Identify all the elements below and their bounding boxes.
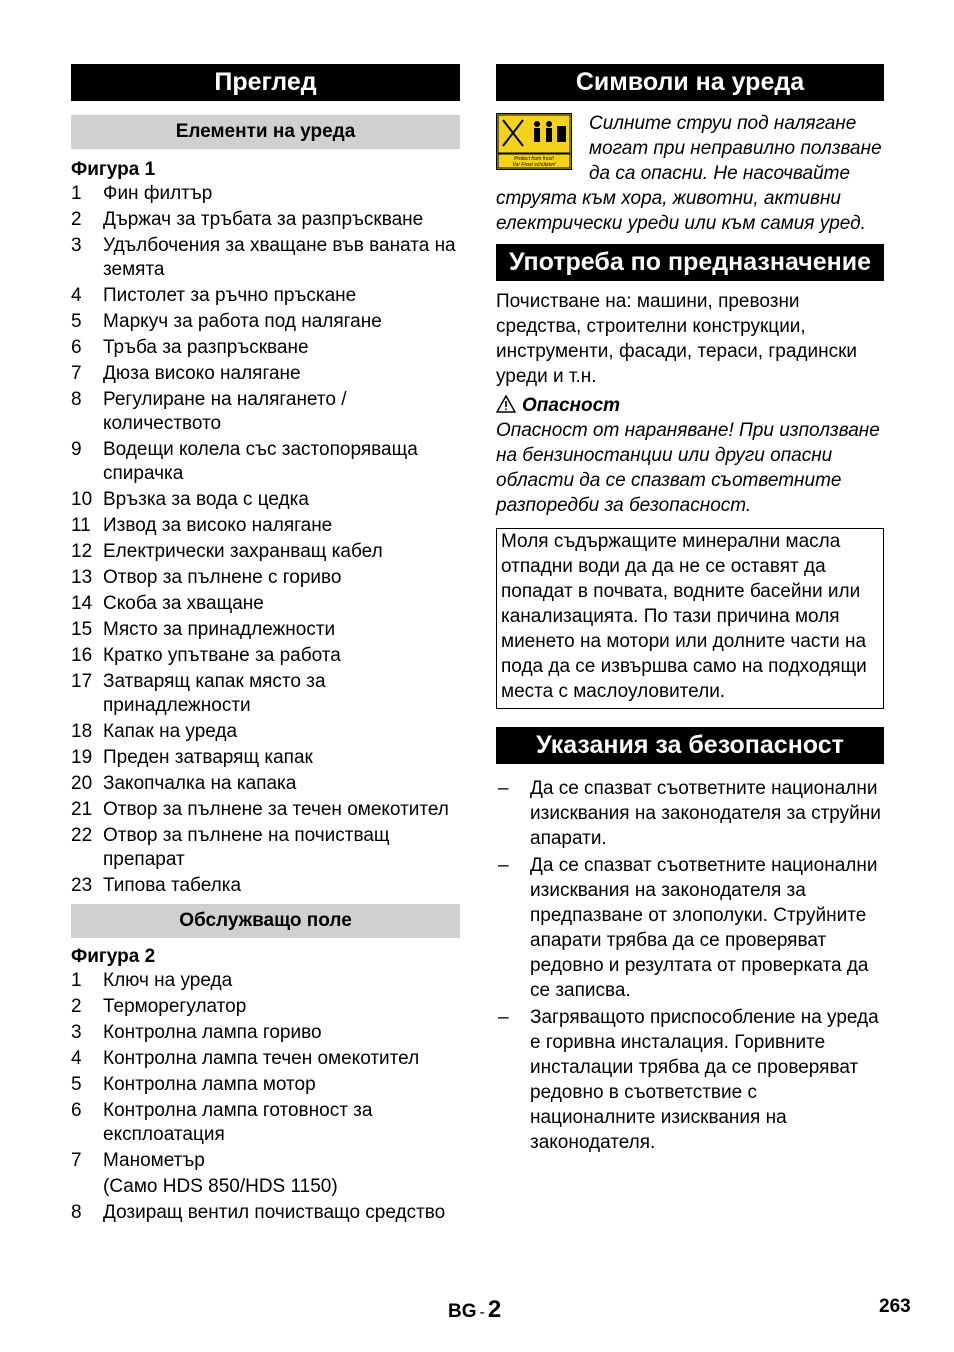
element-item [71, 438, 460, 486]
element-item [71, 234, 460, 282]
footer-local-page: 2 [487, 1296, 502, 1323]
control-item-text: Контролна лампа гориво [103, 1022, 322, 1043]
element-item [71, 208, 460, 232]
element-item-text: Удълбочения за хващане във ваната на земята [103, 235, 456, 280]
symbol-warning-text: Силните струи под налягане могат при неправилно ползване да са опасни. Не насочвайте струята към хора, животни, активни електрически уреди или към самия уред. [496, 113, 882, 234]
element-item [71, 592, 460, 616]
safety-item [496, 776, 884, 851]
danger-text: Опасност от нараняване! При използване на бензиностанции или други опасни области да се спазват съответните разпоредби за безопасност. [496, 420, 880, 516]
element-item-text: Типова табелка [103, 875, 242, 896]
element-item-text: Водещи колела със застопоряваща спирачка [103, 439, 418, 484]
element-item-number: 7 [71, 363, 82, 384]
control-item-text: Контролна лампа готовност за експлоатация [103, 1100, 373, 1145]
control-item-text: Терморегулатор [103, 996, 247, 1017]
element-item-number: 23 [71, 875, 93, 896]
safety-item-text: Да се спазват съответните национални изисквания на законодателя за струйни апарати. [530, 778, 881, 849]
safety-item-text: Да се спазват съответните национални изисквания на законодателя за предпазване от злополуки. Струйните апарати трябва да се проверяват редовно и резултата от проверката да се записва. [530, 855, 878, 1001]
safety-heading: Указания за безопасност [496, 727, 884, 764]
element-item-text: Електрически захранващ кабел [103, 541, 383, 562]
device-elements-list [71, 182, 460, 898]
control-item [71, 1047, 460, 1071]
element-item [71, 336, 460, 360]
control-item-number: 4 [71, 1048, 82, 1069]
control-item-number [71, 1175, 103, 1199]
element-item-number: 9 [71, 439, 82, 460]
figure-1-label: Фигура 1 [71, 159, 156, 180]
page-number: 263 [879, 1296, 911, 1317]
element-item-number: 1 [71, 183, 82, 204]
element-item [71, 362, 460, 386]
control-item [71, 1175, 460, 1199]
control-item [71, 1073, 460, 1097]
footer-language-code [448, 1296, 501, 1324]
figure-2-label: Фигура 2 [71, 946, 156, 967]
control-item [71, 969, 460, 993]
element-item-number: 18 [71, 721, 93, 742]
intended-use-heading: Употреба по предназначение [496, 244, 884, 281]
element-item [71, 488, 460, 512]
control-item [71, 1201, 460, 1225]
element-item-number: 12 [71, 541, 93, 562]
element-item [71, 310, 460, 334]
element-item-number: 17 [71, 671, 93, 692]
element-item [71, 182, 460, 206]
element-item-text: Скоба за хващане [103, 593, 264, 614]
control-item-text: Дозиращ вентил почистващо средство [103, 1202, 446, 1223]
dash-bullet: – [498, 778, 509, 799]
element-item-text: Пистолет за ръчно пръскане [103, 285, 357, 306]
element-item [71, 874, 460, 898]
safety-list [496, 776, 884, 1155]
element-item-number: 11 [71, 515, 91, 536]
control-item [71, 1149, 460, 1173]
element-item [71, 670, 460, 718]
symbol-label-1: Protect from frost! [514, 156, 554, 162]
element-item-number: 22 [71, 825, 93, 846]
element-item-number: 13 [71, 567, 93, 588]
element-item-number: 6 [71, 337, 82, 358]
element-item-text: Затварящ капак място за принадлежности [103, 671, 326, 716]
control-item-number: 3 [71, 1022, 82, 1043]
control-panel-heading: Обслужващо поле [71, 904, 460, 938]
element-item-text: Преден затварящ капак [103, 747, 313, 768]
element-item-text: Капак на уреда [103, 721, 238, 742]
element-item [71, 514, 460, 538]
control-item [71, 995, 460, 1019]
control-item-text: (Само HDS 850/HDS 1150) [103, 1176, 338, 1197]
element-item-text: Място за принадлежности [103, 619, 336, 640]
control-item-text: Ключ на уреда [103, 970, 233, 991]
element-item [71, 746, 460, 770]
intended-use-text: Почистване на: машини, превозни средства, строителни конструкции, инструменти, фасади, тераси, градински уреди и т.н. [496, 291, 858, 387]
safety-item [496, 1005, 884, 1155]
control-item-number: 2 [71, 996, 82, 1017]
footer-separator: - [479, 1304, 485, 1321]
control-item-text: Контролна лампа течен омекотител [103, 1048, 420, 1069]
element-item-text: Държач за тръбата за разпръскване [103, 209, 424, 230]
element-item-text: Кратко упътване за работа [103, 645, 341, 666]
element-item-number: 20 [71, 773, 93, 794]
elements-heading: Елементи на уреда [71, 115, 460, 149]
symbol-label-2: Vor Frost schützen! [512, 162, 556, 168]
element-item-number: 4 [71, 285, 82, 306]
control-item [71, 1021, 460, 1045]
element-item [71, 540, 460, 564]
element-item-text: Отвор за пълнене за течен омекотител [103, 799, 449, 820]
element-item-number: 5 [71, 311, 82, 332]
element-item-number: 10 [71, 489, 93, 510]
element-item-number: 15 [71, 619, 93, 640]
control-item-text: Контролна лампа мотор [103, 1074, 316, 1095]
environment-notice-box: Моля съдържащите минерални масла отпадни води да да не се оставят да попадат в почвата, водните басейни или канализацията. По тази причина моля миенето на мотори или долните части на пода да се извършва само на подходящи места с маслоуловители. [496, 528, 884, 709]
element-item [71, 644, 460, 668]
dash-bullet: – [498, 855, 509, 876]
pressure-jet-warning-icon [496, 113, 572, 170]
element-item-text: Регулиране на налягането / количеството [103, 389, 347, 434]
left-column [71, 64, 460, 1227]
symbols-section [496, 111, 884, 236]
control-item-text: Манометър [103, 1150, 205, 1171]
element-item [71, 284, 460, 308]
element-item-text: Връзка за вода с цедка [103, 489, 309, 510]
right-column [496, 64, 884, 1157]
element-item-text: Отвор за пълнене с гориво [103, 567, 342, 588]
element-item-text: Отвор за пълнене на почистващ препарат [103, 825, 390, 870]
element-item [71, 388, 460, 436]
dash-bullet: – [498, 1007, 509, 1028]
element-item-number: 3 [71, 235, 82, 256]
safety-item [496, 853, 884, 1003]
warning-triangle-icon [496, 395, 516, 413]
element-item [71, 618, 460, 642]
control-panel-list [71, 969, 460, 1225]
element-item-text: Закопчалка на капака [103, 773, 297, 794]
element-item [71, 824, 460, 872]
element-item [71, 772, 460, 796]
element-item-text: Извод за високо налягане [103, 515, 333, 536]
element-item-number: 14 [71, 593, 93, 614]
element-item-number: 2 [71, 209, 82, 230]
control-item-number: 1 [71, 970, 82, 991]
control-item [71, 1099, 460, 1147]
symbols-heading: Символи на уреда [496, 64, 884, 101]
element-item [71, 720, 460, 744]
control-item-number: 7 [71, 1150, 82, 1171]
element-item-text: Маркуч за работа под налягане [103, 311, 382, 332]
element-item-text: Тръба за разпръскване [103, 337, 309, 358]
control-item-number: 6 [71, 1100, 82, 1121]
element-item [71, 798, 460, 822]
safety-item-text: Загряващото приспособление на уреда е горивна инсталация. Горивните инсталации трябва да се проверяват редовно в съответствие с националните изисквания на законодателя. [530, 1007, 879, 1153]
overview-heading: Преглед [71, 64, 460, 101]
element-item-number: 16 [71, 645, 93, 666]
control-item-number: 5 [71, 1074, 82, 1095]
element-item [71, 566, 460, 590]
danger-heading [496, 393, 884, 418]
element-item-text: Дюза високо налягане [103, 363, 301, 384]
element-item-number: 21 [71, 799, 93, 820]
element-item-number: 19 [71, 747, 93, 768]
element-item-number: 8 [71, 389, 82, 410]
footer-lang: BG [448, 1301, 477, 1322]
control-item-number: 8 [71, 1202, 82, 1223]
danger-title: Опасност [522, 395, 621, 416]
element-item-text: Фин филтър [103, 183, 213, 204]
